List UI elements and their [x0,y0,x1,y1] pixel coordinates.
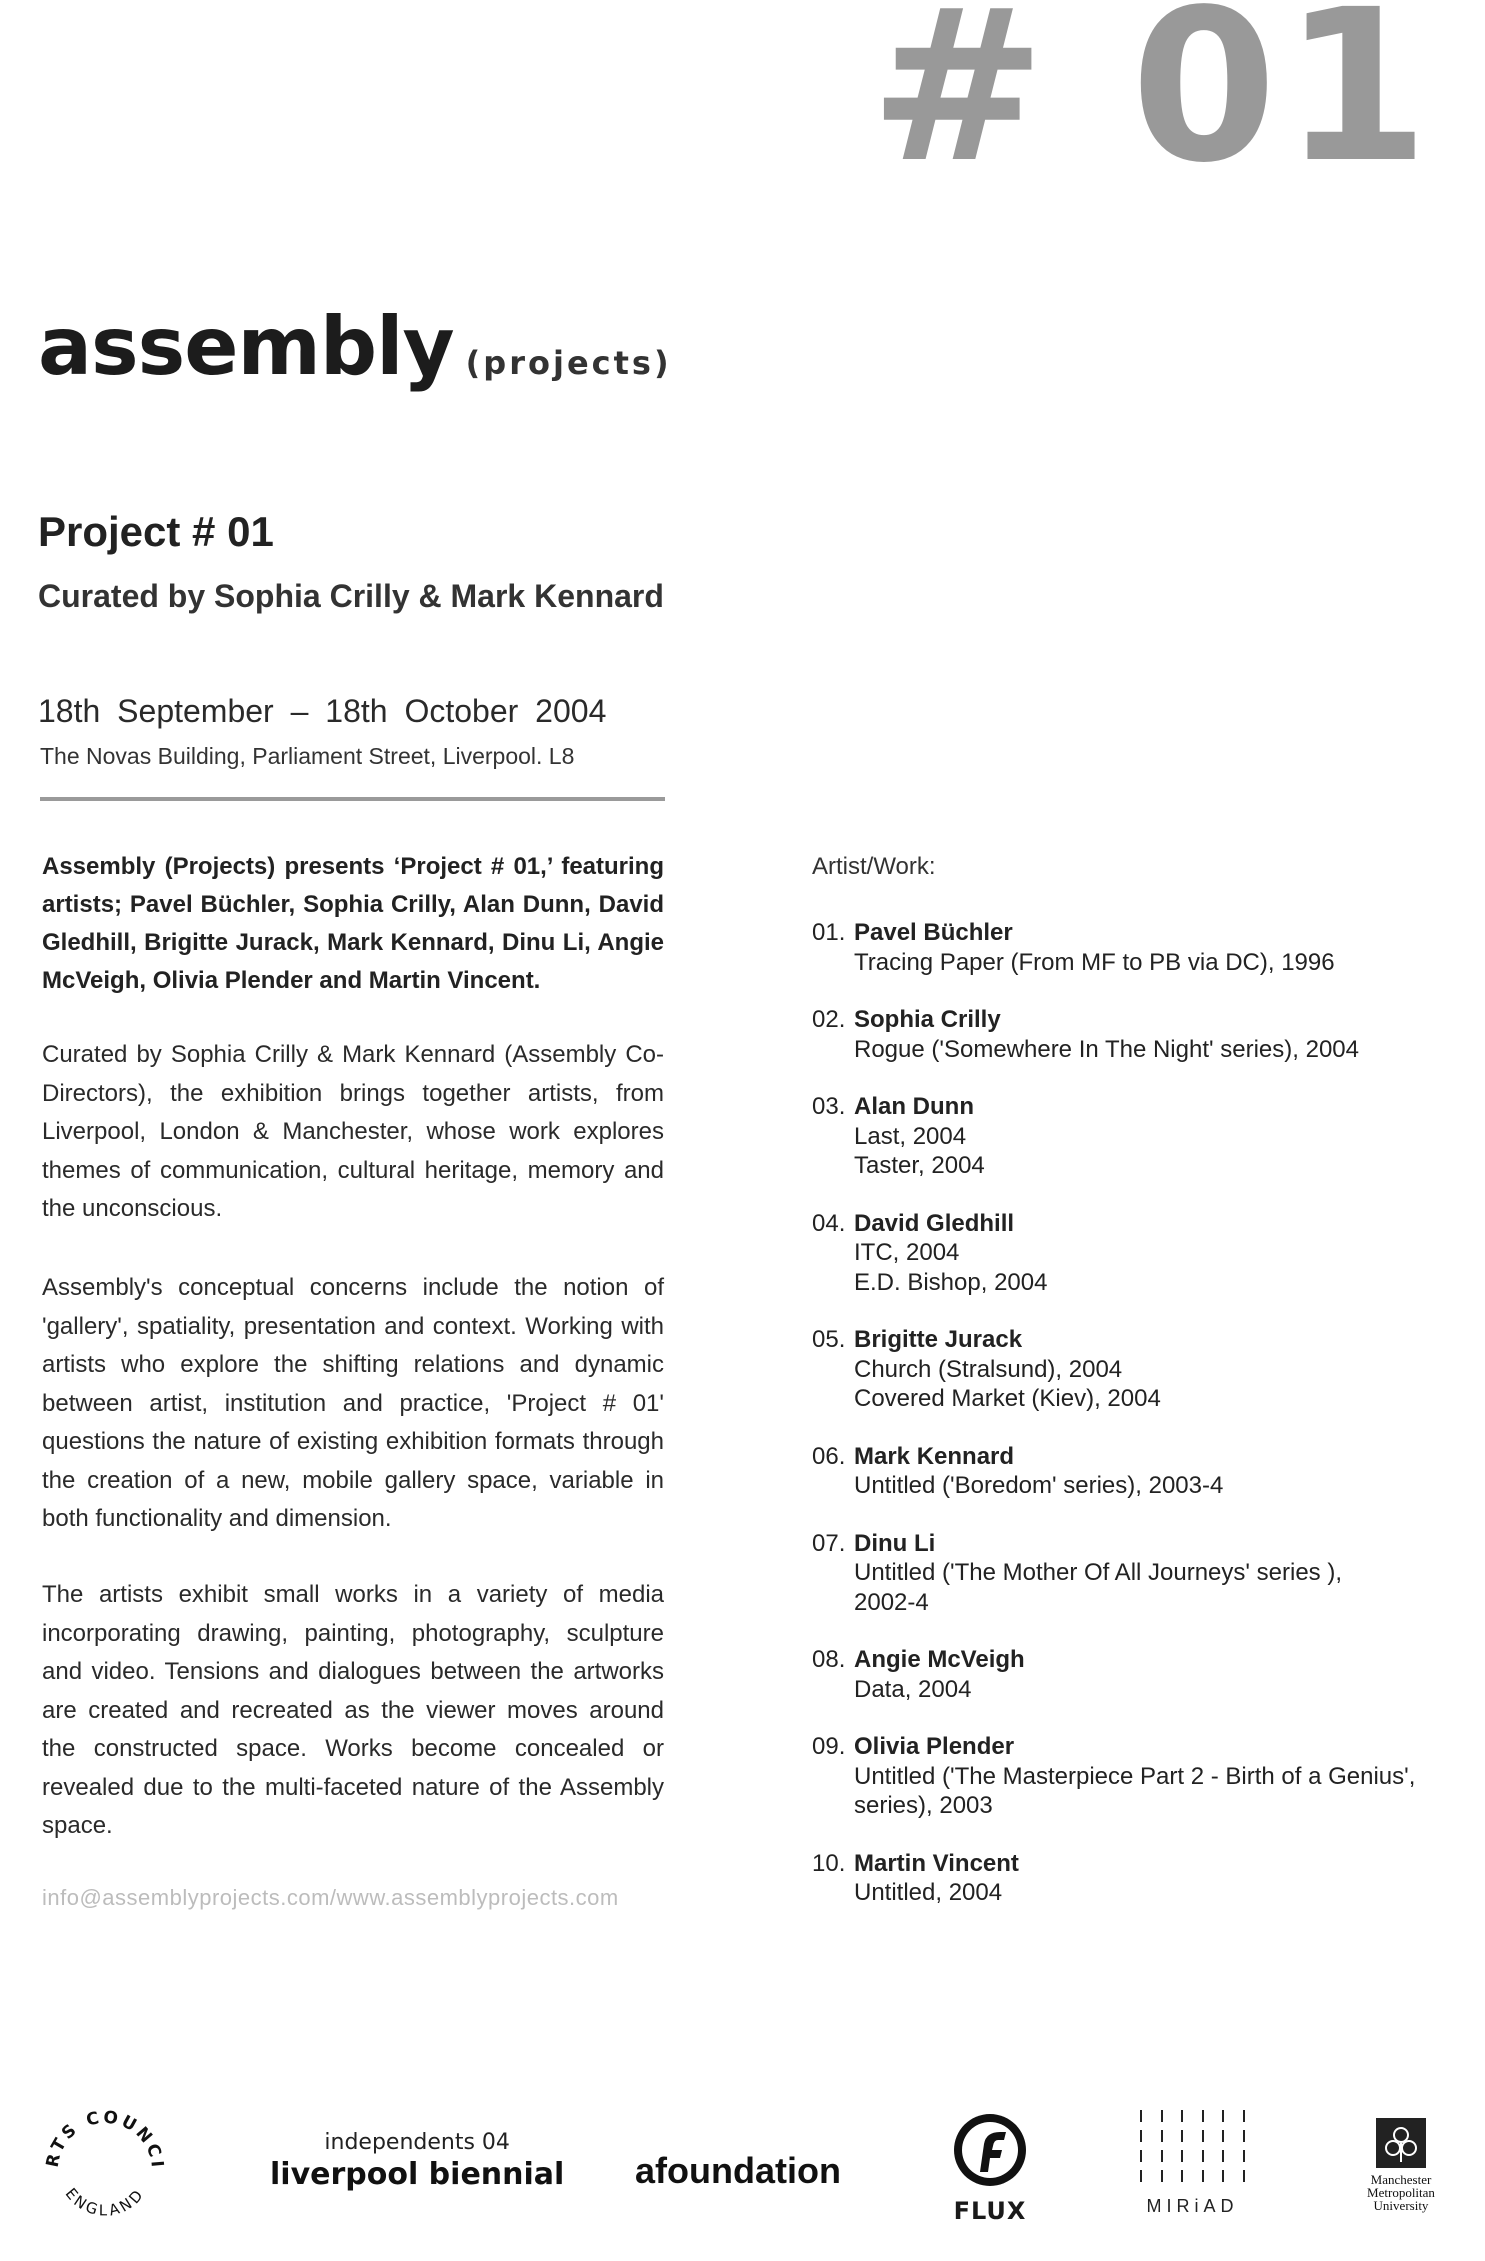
mmu-name-3: University [1373,2198,1429,2213]
venue-address: The Novas Building, Parliament Street, Liverpool. L8 [40,743,575,769]
contact-link[interactable]: info@assemblyprojects.com/www.assemblyprojects.com [42,1885,619,1910]
mmu-logo [1345,2118,1457,2212]
list-item [812,1529,1452,1618]
artwork-number: 01. [812,919,846,946]
artist-name: David Gledhill [854,1209,1015,1237]
arts-council-top-text: RTS COUNCI [42,2107,168,2171]
artwork-number: 10. [812,1849,846,1877]
work-title: Data, 2004 [854,1675,972,1703]
work-title: Untitled, 2004 [854,1879,1003,1906]
list-item [812,1645,1452,1704]
work-title: ITC, 2004 [854,1239,960,1266]
list-item [812,1325,1452,1414]
liverpool-biennial-logo [270,2130,564,2192]
artist-name: Olivia Plender [854,1733,1015,1760]
artwork-number: 03. [812,1093,846,1120]
body-paragraph-3: The artists exhibit small works in a variety of media incorporating drawing, painting, photography, sculpture and video. Tensions and dialogues between the artworks are created and recreated as the viewer moves around the constructed space. Works become concealed or revealed due to the multi-faceted nature of the Assembly space. [42,1581,664,1839]
afoundation-logo: afoundation [635,2150,841,2191]
arts-council-bottom-text: ENGLAND [61,2184,149,2220]
flux-name: FLUX [953,2197,1027,2225]
arts-council-logo [40,2100,170,2230]
work-title: Untitled ('The Mother Of All Journeys' series ), [854,1559,1343,1586]
work-title: Tracing Paper (From MF to PB via DC), 1996 [854,948,1335,976]
artwork-number: 02. [812,1006,846,1033]
miriad-logo [1140,2110,1245,2217]
list-item [812,1209,1452,1298]
mmu-crest-icon [1376,2118,1426,2168]
exhibition-dates: 18th September – 18th October 2004 [38,693,607,729]
work-title: Covered Market (Kiev), 2004 [854,1385,1161,1412]
list-item [812,918,1452,977]
work-title: Rogue ('Somewhere In The Night' series), 2004 [854,1035,1359,1063]
artist-name: Sophia Crilly [854,1006,1001,1033]
svg-text:ENGLAND [62,2184,149,2219]
flux-emblem-icon [950,2110,1030,2190]
brand-logo [38,300,672,393]
brand-word: assembly [38,300,454,393]
arts-council-emblem-icon [40,2100,170,2230]
artwork-list [812,918,1452,1936]
mmu-name-2: Metropolitan [1367,2185,1435,2200]
issue-number: # 01 [869,0,1435,209]
work-title: Untitled ('The Masterpiece Part 2 - Birth of a Genius', [854,1762,1416,1790]
list-item [812,1092,1452,1181]
artist-name: Alan Dunn [854,1093,974,1120]
divider [40,797,665,801]
work-title: Untitled ('Boredom' series), 2003-4 [854,1472,1224,1499]
brand-sub: (projects) [465,344,672,382]
artist-name: Martin Vincent [854,1849,1019,1877]
list-item [812,1005,1452,1064]
biennial-subtitle: independents 04 [324,2130,510,2155]
project-title: Project # 01 [38,508,274,555]
flux-logo [940,2110,1040,2225]
list-item [812,1732,1452,1821]
artist-name: Angie McVeigh [854,1646,1025,1673]
list-item [812,1849,1452,1908]
mmu-name-1: Manchester [1370,2172,1432,2187]
artwork-list-heading: Artist/Work: [812,853,936,880]
artwork-number: 05. [812,1326,846,1353]
work-title: E.D. Bishop, 2004 [854,1268,1048,1296]
artist-name: Dinu Li [854,1529,936,1557]
artwork-number: 09. [812,1733,846,1760]
artwork-number: 06. [812,1442,846,1470]
artist-name: Mark Kennard [854,1442,1015,1470]
list-item [812,1442,1452,1501]
work-title: 2002-4 [854,1588,929,1616]
svg-text:ARTS COUNCIL [40,2100,167,2171]
biennial-title: liverpool biennial [270,2157,565,2192]
work-title: Church (Stralsund), 2004 [854,1355,1123,1383]
artwork-number: 08. [812,1646,846,1673]
work-title: series), 2003 [854,1792,993,1819]
artist-name: Brigitte Jurack [854,1326,1023,1353]
miriad-name: MIRiAD [1146,2196,1239,2216]
work-title: Taster, 2004 [854,1152,985,1179]
intro-paragraph: Assembly (Projects) presents ‘Project # 01,’ featuring artists; Pavel Büchler, Sophia Crilly, Alan Dunn, David Gledhill, Brigitte Jurack, Mark Kennard, Dinu Li, Angie McVeigh, Olivia Plender and Martin Vincent. [42,853,664,994]
artist-name: Pavel Büchler [854,919,1013,946]
work-title: Last, 2004 [854,1122,967,1150]
miriad-bars-icon [1140,2110,1245,2190]
artwork-number: 07. [812,1529,846,1557]
body-paragraph-1: Curated by Sophia Crilly & Mark Kennard (Assembly Co-Directors), the exhibition brings together artists, from Liverpool, London & Manchester, whose work explores themes of communication, cultural heritage, memory and the unconscious. [42,1041,664,1222]
artwork-number: 04. [812,1209,846,1237]
body-paragraph-2: Assembly's conceptual concerns include the notion of 'gallery', spatiality, presentation and context. Working with artists who explore the shifting relations and dynamic between artist, institution and practice, 'Project # 01' questions the nature of existing exhibition formats through the creation of a new, mobile gallery space, variable in both functionality and dimension. [42,1274,664,1532]
curated-by: Curated by Sophia Crilly & Mark Kennard [38,578,664,614]
